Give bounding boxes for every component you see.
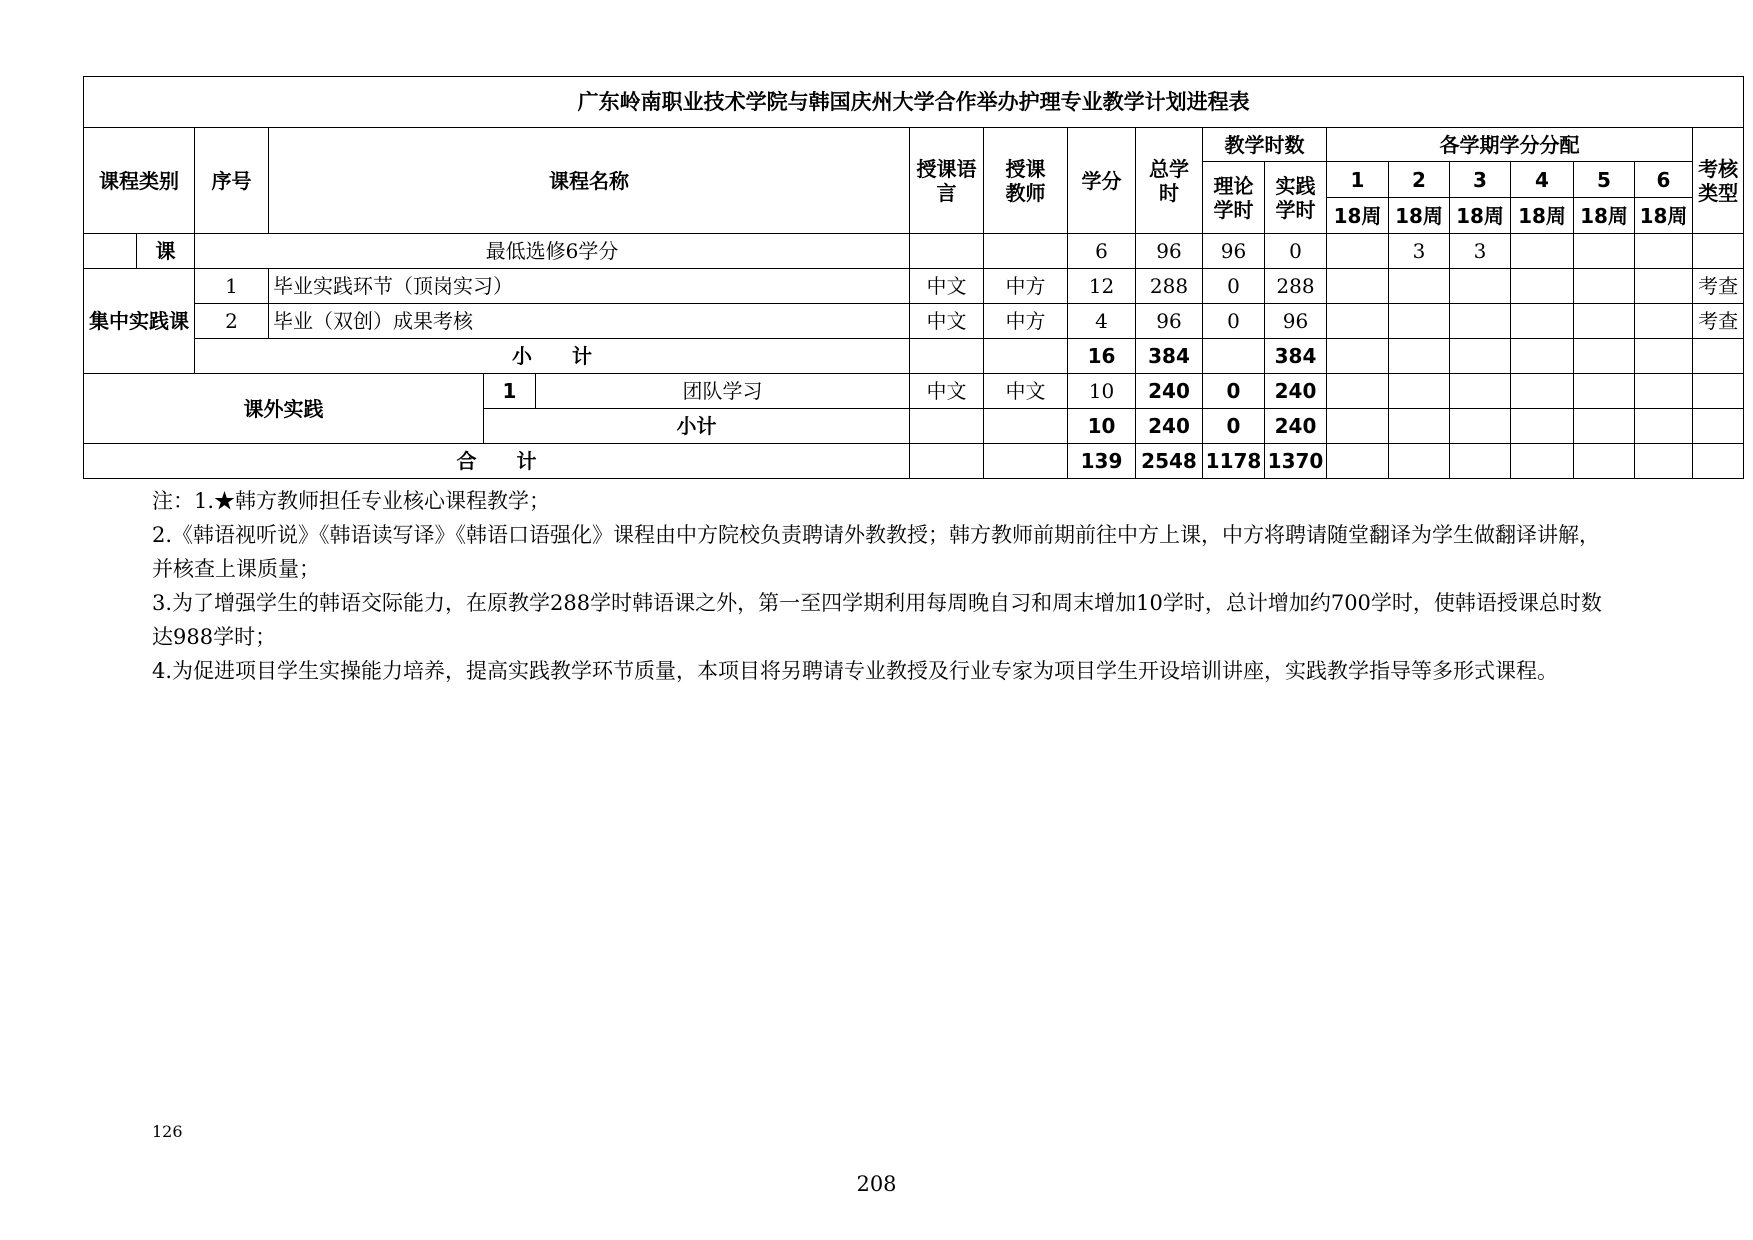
grand-total-credit-cell: 139	[1068, 444, 1136, 479]
table-row	[84, 304, 1744, 339]
practice-hours-cell: 240	[1265, 374, 1327, 409]
table-cell-empty	[1327, 269, 1389, 304]
grand-total-practice-cell: 1370	[1265, 444, 1327, 479]
table-cell-empty	[1450, 444, 1511, 479]
language-cell: 中文	[910, 269, 984, 304]
header-weeks-6: 18周	[1635, 198, 1693, 234]
table-cell-empty	[1511, 374, 1574, 409]
table-cell-empty	[1693, 339, 1744, 374]
subtotal-credit-cell: 10	[1068, 409, 1136, 444]
table-cell-empty	[1389, 444, 1450, 479]
table-cell-empty	[1635, 409, 1693, 444]
table-cell-empty	[1327, 444, 1389, 479]
table-cell-empty	[1203, 339, 1265, 374]
subtotal-label: 小 计	[195, 339, 910, 374]
elective-credit-cell: 6	[1068, 234, 1136, 269]
exam-type-cell: 考查	[1693, 304, 1744, 339]
header-semester-5: 5	[1574, 162, 1635, 198]
table-cell-empty	[1450, 409, 1511, 444]
teacher-cell: 中方	[984, 304, 1068, 339]
table-cell-empty	[910, 409, 984, 444]
practice-hours-cell: 96	[1265, 304, 1327, 339]
header-theory-hours: 理论 学时	[1203, 162, 1265, 234]
grand-total-hours-cell: 2548	[1136, 444, 1203, 479]
extracurricular-category-cell: 课外实践	[84, 374, 484, 444]
table-cell-empty	[1635, 374, 1693, 409]
table-cell-empty	[1327, 374, 1389, 409]
header-semester-4: 4	[1511, 162, 1574, 198]
language-cell: 中文	[910, 304, 984, 339]
table-cell-empty	[1450, 269, 1511, 304]
table-cell-empty	[1327, 339, 1389, 374]
language-cell: 中文	[910, 374, 984, 409]
table-cell-empty	[1574, 444, 1635, 479]
practice-hours-cell: 288	[1265, 269, 1327, 304]
table-cell-empty	[1635, 304, 1693, 339]
header-semester-6: 6	[1635, 162, 1693, 198]
seq-cell: 2	[195, 304, 269, 339]
elective-practice-cell: 0	[1265, 234, 1327, 269]
table-cell-empty	[1389, 304, 1450, 339]
elective-name-cell: 最低选修6学分	[195, 234, 910, 269]
table-row	[84, 269, 1744, 304]
table-cell-empty	[1574, 409, 1635, 444]
total-hours-cell: 96	[1136, 304, 1203, 339]
table-cell-empty	[1511, 269, 1574, 304]
table-row-elective	[84, 234, 1744, 269]
table-cell-empty	[910, 339, 984, 374]
table-cell-empty	[1450, 304, 1511, 339]
table-cell-empty	[1693, 409, 1744, 444]
table-cell-empty	[1389, 269, 1450, 304]
header-weeks-3: 18周	[1450, 198, 1511, 234]
header-seq: 序号	[195, 128, 269, 234]
table-cell-empty	[1327, 234, 1389, 269]
table-cell-empty	[1511, 234, 1574, 269]
table-cell-empty	[1511, 409, 1574, 444]
header-language: 授课语 言	[910, 128, 984, 234]
table-title: 广东岭南职业技术学院与韩国庆州大学合作举办护理专业教学计划进程表	[84, 77, 1744, 128]
header-teacher: 授课 教师	[984, 128, 1068, 234]
table-cell-empty	[1450, 374, 1511, 409]
total-hours-cell: 240	[1136, 374, 1203, 409]
header-semester-distribution: 各学期学分分配	[1327, 128, 1693, 162]
page-number: 208	[856, 1172, 897, 1196]
table-cell-empty	[1635, 444, 1693, 479]
header-total-hours: 总学 时	[1136, 128, 1203, 234]
elective-sem2-cell: 3	[1389, 234, 1450, 269]
credit-cell: 10	[1068, 374, 1136, 409]
note-4: 4.为促进项目学生实操能力培养，提高实践教学环节质量，本项目将另聘请专业教授及行业专家为项目学生开设培训讲座，实践教学指导等多形式课程。	[152, 659, 1559, 683]
course-name-cell: 毕业（双创）成果考核	[269, 304, 910, 339]
table-cell-empty	[1635, 339, 1693, 374]
table-cell-empty	[1389, 374, 1450, 409]
total-hours-cell: 288	[1136, 269, 1203, 304]
course-name-cell: 团队学习	[536, 374, 910, 409]
notes-section	[152, 484, 1612, 688]
table-cell-empty	[1511, 444, 1574, 479]
grand-total-label: 合 计	[84, 444, 910, 479]
table-row-subtotal	[84, 339, 1744, 374]
table-cell-empty	[910, 234, 984, 269]
note-1: 注：1.★韩方教师担任专业核心课程教学；	[152, 489, 551, 513]
table-cell-empty	[984, 409, 1068, 444]
table-cell-empty	[1574, 374, 1635, 409]
table-cell-empty	[1327, 409, 1389, 444]
subtotal-practice-cell: 240	[1265, 409, 1327, 444]
header-teaching-hours: 教学时数	[1203, 128, 1327, 162]
table-cell-empty	[1635, 269, 1693, 304]
note-3: 3.为了增强学生的韩语交际能力，在原教学288学时韩语课之外，第一至四学期利用每周晚自习和周末增加10学时，总计增加约700学时，使韩语授课总时数达988学时；	[152, 591, 1602, 649]
table-cell-empty	[1574, 339, 1635, 374]
subtotal-credit-cell: 16	[1068, 339, 1136, 374]
table-cell-empty	[910, 444, 984, 479]
subtotal-theory-cell: 0	[1203, 409, 1265, 444]
concentrated-category-cell: 集中实践课	[84, 269, 195, 374]
theory-hours-cell: 0	[1203, 374, 1265, 409]
table-cell-empty	[1635, 234, 1693, 269]
table-cell-empty	[984, 339, 1068, 374]
credit-cell: 12	[1068, 269, 1136, 304]
header-semester-3: 3	[1450, 162, 1511, 198]
table-cell-empty	[1574, 304, 1635, 339]
table-cell-empty	[1511, 339, 1574, 374]
header-credit: 学分	[1068, 128, 1136, 234]
theory-hours-cell: 0	[1203, 304, 1265, 339]
subtotal-total-cell: 240	[1136, 409, 1203, 444]
grand-total-theory-cell: 1178	[1203, 444, 1265, 479]
table-cell-empty	[984, 444, 1068, 479]
table-cell-empty	[1574, 234, 1635, 269]
exam-type-cell: 考查	[1693, 269, 1744, 304]
theory-hours-cell: 0	[1203, 269, 1265, 304]
course-name-cell: 毕业实践环节（顶岗实习）	[269, 269, 910, 304]
table-cell-empty	[984, 234, 1068, 269]
teacher-cell: 中文	[984, 374, 1068, 409]
table-cell-empty	[1693, 444, 1744, 479]
header-weeks-1: 18周	[1327, 198, 1389, 234]
table-cell-empty	[1693, 234, 1744, 269]
table-cell-empty	[1389, 339, 1450, 374]
elective-category-cell: 课	[137, 234, 195, 269]
teaching-plan-table	[83, 76, 1744, 479]
table-row-grand-total	[84, 444, 1744, 479]
table-row	[84, 374, 1744, 409]
header-weeks-4: 18周	[1511, 198, 1574, 234]
footer-small-number: 126	[152, 1122, 183, 1141]
header-course-name: 课程名称	[269, 128, 910, 234]
subtotal-label: 小计	[484, 409, 910, 444]
table-cell-empty	[1574, 269, 1635, 304]
seq-cell: 1	[195, 269, 269, 304]
table-cell-empty	[1389, 409, 1450, 444]
table-cell-empty	[1693, 374, 1744, 409]
header-semester-2: 2	[1389, 162, 1450, 198]
elective-theory-cell: 96	[1203, 234, 1265, 269]
subtotal-total-cell: 384	[1136, 339, 1203, 374]
table-cell-empty	[1450, 339, 1511, 374]
table-cell-empty	[1327, 304, 1389, 339]
seq-cell: 1	[484, 374, 536, 409]
elective-total-cell: 96	[1136, 234, 1203, 269]
header-practice-hours: 实践 学时	[1265, 162, 1327, 234]
note-2: 2.《韩语视听说》《韩语读写译》《韩语口语强化》课程由中方院校负责聘请外教教授；韩方教师前期前往中方上课，中方将聘请随堂翻译为学生做翻译讲解，并核查上课质量；	[152, 523, 1601, 581]
table-cell-empty	[1511, 304, 1574, 339]
teacher-cell: 中方	[984, 269, 1068, 304]
header-weeks-2: 18周	[1389, 198, 1450, 234]
header-weeks-5: 18周	[1574, 198, 1635, 234]
header-semester-1: 1	[1327, 162, 1389, 198]
elective-sem3-cell: 3	[1450, 234, 1511, 269]
table-cell-empty	[84, 234, 137, 269]
header-exam-type: 考核 类型	[1693, 128, 1744, 234]
header-category: 课程类别	[84, 128, 195, 234]
credit-cell: 4	[1068, 304, 1136, 339]
subtotal-practice-cell: 384	[1265, 339, 1327, 374]
